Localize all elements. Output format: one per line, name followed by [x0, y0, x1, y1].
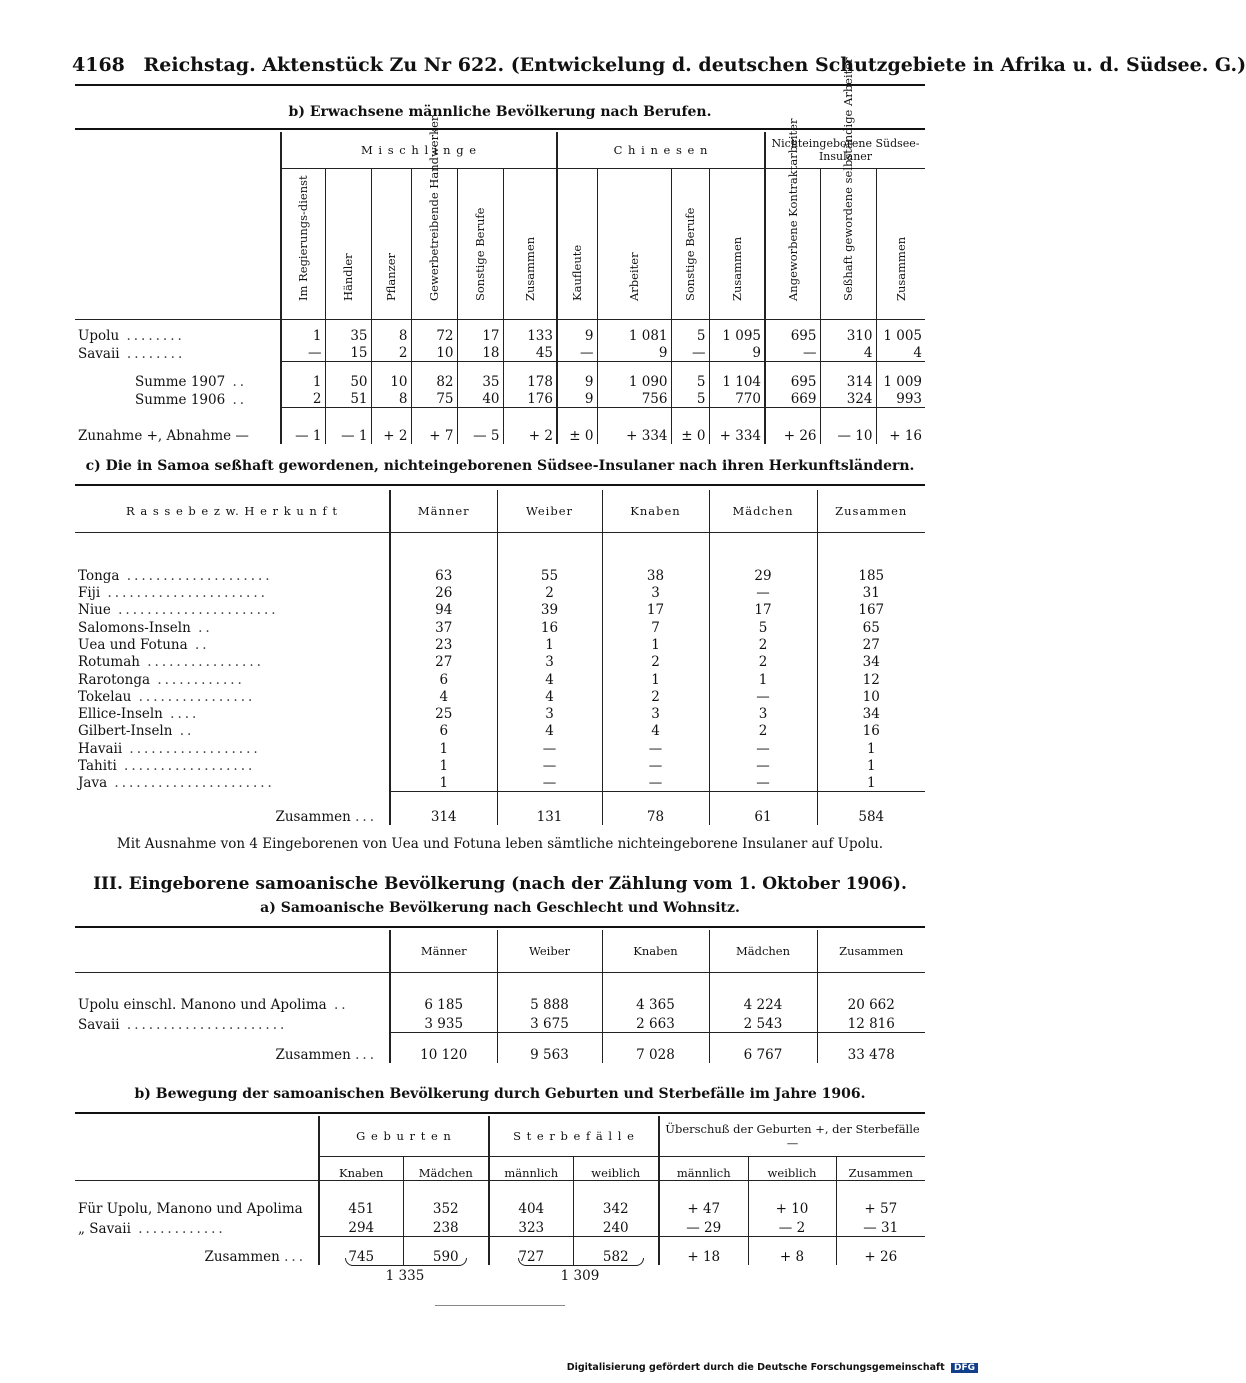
- cell: 31: [817, 584, 925, 601]
- cell: 12: [817, 670, 925, 687]
- table-row: Rotumah ................ 27 3 2 2 34: [75, 653, 925, 670]
- cell: 25: [390, 705, 497, 722]
- cell: —: [557, 344, 597, 362]
- row-label: „ Savaii: [78, 1220, 131, 1237]
- cell: + 2: [371, 408, 411, 444]
- cell: + 18: [659, 1237, 748, 1265]
- cell: + 47: [659, 1181, 748, 1217]
- brace-geburten: [345, 1258, 467, 1266]
- row-label: Für Upolu, Manono und Apolima: [78, 1200, 303, 1217]
- table-row-total: Zusammen ... 10 120 9 563 7 028 6 767 33 478: [75, 1033, 925, 1063]
- cell: 17: [602, 601, 709, 618]
- table-row: Havaii .................. 1 — — — 1: [75, 739, 925, 756]
- cell: —: [602, 739, 709, 756]
- cell: 10: [411, 344, 457, 362]
- row-label: Rarotonga: [78, 671, 151, 688]
- cell: — 31: [836, 1217, 925, 1237]
- cell: 61: [709, 791, 817, 825]
- cell: 72: [411, 320, 457, 344]
- cell: 5: [671, 362, 709, 390]
- cell: 133: [503, 320, 557, 344]
- footer-text: Digitalisierung gefördert durch die Deutsche Forschungsgemeinschaft: [566, 1362, 945, 1373]
- cell: 324: [820, 390, 876, 408]
- cell: 82: [411, 362, 457, 390]
- col-header-origin: R a s s e b e z w. H e r k u n f t: [126, 504, 338, 518]
- row-label: Upolu einschl. Manono und Apolima: [78, 996, 327, 1013]
- cell: 10 120: [390, 1033, 497, 1063]
- table-row: Salomons-Inseln .. 37 16 7 5 65: [75, 618, 925, 635]
- cell: 2: [709, 653, 817, 670]
- cell: 8: [371, 390, 411, 408]
- table-origins-body: [75, 533, 925, 792]
- cell: 4: [602, 722, 709, 739]
- table-row: Niue ...................... 94 39 17 17 167: [75, 601, 925, 618]
- cell: + 26: [765, 408, 820, 444]
- table-row: Gilbert-Inseln .. 6 4 4 2 16: [75, 722, 925, 739]
- cell: 1: [497, 636, 602, 653]
- row-label: Niue: [78, 602, 111, 619]
- cell: 131: [497, 791, 602, 825]
- cell: —: [765, 344, 820, 362]
- cell: 6: [390, 722, 497, 739]
- dfg-logo: DFG: [951, 1363, 978, 1373]
- cell: + 16: [876, 408, 925, 444]
- end-rule: [435, 1305, 565, 1306]
- cell: 1 090: [597, 362, 671, 390]
- row-label: Zusammen: [275, 1046, 351, 1063]
- cell: 55: [497, 567, 602, 584]
- cell: 2 543: [709, 1013, 817, 1033]
- table-samoan-population: [75, 930, 925, 1063]
- cell: 2: [371, 344, 411, 362]
- page-header: [72, 54, 1246, 76]
- cell: 3: [602, 705, 709, 722]
- table-row: Summe 1906 .. 2 51 8 75 40 176 9 756 5 770 669 324 993: [75, 390, 925, 408]
- cell: 3: [497, 653, 602, 670]
- table-row: Fiji ...................... 26 2 3 — 31: [75, 584, 925, 601]
- col-header: Weiber: [497, 490, 602, 533]
- group-nichteingeborene: Nichteingeborene Südsee-Insulaner: [765, 132, 925, 169]
- cell: 2: [602, 653, 709, 670]
- cell: 310: [820, 320, 876, 344]
- origins-note: Mit Ausnahme von 4 Eingeborenen von Uea und Fotuna leben sämtliche nichteingeborene Insulaner auf Upolu.: [116, 836, 884, 852]
- cell: 78: [602, 791, 709, 825]
- table-births-deaths: [75, 1116, 925, 1265]
- cell: 2 663: [602, 1013, 709, 1033]
- cell: 94: [390, 601, 497, 618]
- cell: 27: [817, 636, 925, 653]
- col-header: Knaben: [602, 930, 709, 973]
- cell: 2: [709, 636, 817, 653]
- cell: 993: [876, 390, 925, 408]
- cell: —: [709, 757, 817, 774]
- brace-sterbefaelle: [518, 1258, 644, 1266]
- table-row: Summe 1907 .. 1 50 10 82 35 178 9 1 090 5 1 104 695 314 1 009: [75, 362, 925, 390]
- cell: 1: [602, 636, 709, 653]
- cell: 1: [390, 774, 497, 791]
- cell: 6: [390, 670, 497, 687]
- cell: 10: [371, 362, 411, 390]
- cell: 16: [817, 722, 925, 739]
- cell: 314: [390, 791, 497, 825]
- cell: + 8: [748, 1237, 836, 1265]
- col-header: Zusammen: [729, 236, 744, 301]
- table-row: Tahiti .................. 1 — — — 1: [75, 757, 925, 774]
- row-label: Uea und Fotuna: [78, 636, 188, 653]
- cell: + 26: [836, 1237, 925, 1265]
- cell: — 2: [748, 1217, 836, 1237]
- cell: 695: [765, 362, 820, 390]
- cell: 2: [497, 584, 602, 601]
- cell: 1: [709, 670, 817, 687]
- cell: 35: [325, 320, 371, 344]
- table-row: Rarotonga ............ 6 4 1 1 12: [75, 670, 925, 687]
- cell: ± 0: [671, 408, 709, 444]
- col-header: Zusammen: [836, 1156, 925, 1181]
- cell: 17: [457, 320, 503, 344]
- cell: 45: [503, 344, 557, 362]
- cell: 240: [573, 1217, 659, 1237]
- table-c-caption: c) Die in Samoa seßhaft gewordenen, nichteingeborenen Südsee-Insulaner nach ihren Herkunftsländern.: [85, 458, 915, 474]
- cell: 745: [319, 1237, 403, 1265]
- cell: 23: [390, 636, 497, 653]
- cell: 167: [817, 601, 925, 618]
- cell: 756: [597, 390, 671, 408]
- cell: 314: [820, 362, 876, 390]
- table-3a-top-rule: [75, 926, 925, 928]
- col-header: Zusammen: [817, 930, 925, 973]
- col-header: Weiber: [497, 930, 602, 973]
- cell: + 2: [503, 408, 557, 444]
- cell: 35: [457, 362, 503, 390]
- cell: + 57: [836, 1181, 925, 1217]
- cell: 27: [390, 653, 497, 670]
- row-label: Tokelau: [78, 688, 132, 705]
- table-b-caption: b) Erwachsene männliche Bevölkerung nach Berufen.: [288, 104, 712, 120]
- group-ueberschuss: Überschuß der Geburten +, der Sterbefälle —: [659, 1116, 925, 1156]
- row-label: Zusammen: [204, 1248, 280, 1265]
- col-header: Mädchen: [709, 490, 817, 533]
- cell: 9: [597, 344, 671, 362]
- cell: 39: [497, 601, 602, 618]
- cell: 5: [671, 320, 709, 344]
- cell: —: [709, 739, 817, 756]
- cell: —: [602, 774, 709, 791]
- cell: 8: [371, 320, 411, 344]
- cell: 1: [817, 739, 925, 756]
- cell: 3: [497, 705, 602, 722]
- cell: 5: [671, 390, 709, 408]
- table-origins: [75, 490, 925, 825]
- cell: — 1: [281, 408, 325, 444]
- cell: 770: [709, 390, 765, 408]
- cell: — 5: [457, 408, 503, 444]
- col-header: Angeworbene Kontraktarbeiter: [785, 118, 800, 301]
- col-header: Im Regierungs-dienst: [296, 175, 311, 301]
- cell: 2: [602, 688, 709, 705]
- cell: 176: [503, 390, 557, 408]
- cell: 1 081: [597, 320, 671, 344]
- cell: 3: [602, 584, 709, 601]
- col-header: männlich: [659, 1156, 748, 1181]
- cell: 451: [319, 1181, 403, 1217]
- table-row: Ellice-Inseln .... 25 3 3 3 34: [75, 705, 925, 722]
- cell: 9: [557, 390, 597, 408]
- cell: 590: [403, 1237, 489, 1265]
- row-label: Summe 1906: [135, 391, 226, 408]
- cell: 1: [390, 739, 497, 756]
- cell: 2: [709, 722, 817, 739]
- page-number: 4168: [72, 54, 125, 76]
- cell: 17: [709, 601, 817, 618]
- cell: 294: [319, 1217, 403, 1237]
- cell: —: [497, 774, 602, 791]
- cell: 1 095: [709, 320, 765, 344]
- cell: 404: [489, 1181, 573, 1217]
- cell: 352: [403, 1181, 489, 1217]
- cell: 1 104: [709, 362, 765, 390]
- row-label: Savaii: [78, 1016, 120, 1033]
- sum-geburten: 1 335: [385, 1268, 425, 1284]
- cell: 75: [411, 390, 457, 408]
- cell: 37: [390, 618, 497, 635]
- col-header: männlich: [489, 1156, 573, 1181]
- cell: 9: [557, 362, 597, 390]
- table-occupations-body: [75, 320, 925, 444]
- cell: — 1: [325, 408, 371, 444]
- cell: 6 185: [390, 973, 497, 1013]
- cell: —: [602, 757, 709, 774]
- cell: 4: [820, 344, 876, 362]
- cell: 4: [497, 670, 602, 687]
- table-3a-caption: a) Samoanische Bevölkerung nach Geschlecht und Wohnsitz.: [260, 900, 740, 916]
- col-header: Zusammen: [893, 236, 908, 301]
- group-mischlinge: M i s c h l i n g e: [281, 132, 557, 169]
- cell: —: [671, 344, 709, 362]
- cell: 40: [457, 390, 503, 408]
- cell: 7 028: [602, 1033, 709, 1063]
- col-header: Kaufleute: [570, 244, 585, 301]
- cell: 63: [390, 567, 497, 584]
- cell: 1 009: [876, 362, 925, 390]
- col-header: Zusammen: [522, 236, 537, 301]
- row-label: Gilbert-Inseln: [78, 723, 173, 740]
- table-row: Upolu einschl. Manono und Apolima .. 6 185 5 888 4 365 4 224 20 662: [75, 973, 925, 1013]
- cell: 727: [489, 1237, 573, 1265]
- row-label: Summe 1907: [135, 373, 226, 390]
- table-row: Uea und Fotuna .. 23 1 1 2 27: [75, 636, 925, 653]
- cell: 12 816: [817, 1013, 925, 1033]
- table-row: Savaii ........ — 15 2 10 18 45 — 9 — 9 — 4 4: [75, 344, 925, 362]
- col-header: Zusammen: [817, 490, 925, 533]
- table-row: Tonga .................... 63 55 38 29 185: [75, 567, 925, 584]
- col-header: Knaben: [319, 1156, 403, 1181]
- col-header: Mädchen: [403, 1156, 489, 1181]
- table-row: [75, 1181, 925, 1217]
- table-row: Upolu ........ 1 35 8 72 17 133 9 1 081 5 1 095 695 310 1 005: [75, 320, 925, 344]
- row-label: Ellice-Inseln: [78, 706, 163, 723]
- group-chinesen: C h i n e s e n: [557, 132, 765, 169]
- cell: —: [709, 774, 817, 791]
- row-label: Zunahme +, Abnahme —: [78, 427, 249, 444]
- cell: 584: [817, 791, 925, 825]
- cell: 9: [557, 320, 597, 344]
- row-label: Salomons-Inseln: [78, 619, 191, 636]
- cell: 1: [817, 757, 925, 774]
- table-row: Tokelau ................ 4 4 2 — 10: [75, 688, 925, 705]
- table-row: „ Savaii ............ 294 238 323 240 — 29 — 2 — 31: [75, 1217, 925, 1237]
- col-header: Gewerbetreibende Handwerker: [427, 115, 441, 301]
- cell: 5 888: [497, 973, 602, 1013]
- cell: 34: [817, 653, 925, 670]
- cell: + 334: [709, 408, 765, 444]
- col-header: Männer: [390, 490, 497, 533]
- cell: 15: [325, 344, 371, 362]
- col-header: weiblich: [748, 1156, 836, 1181]
- cell: 1: [281, 362, 325, 390]
- col-header: weiblich: [573, 1156, 659, 1181]
- cell: ± 0: [557, 408, 597, 444]
- cell: —: [281, 344, 325, 362]
- cell: 3: [709, 705, 817, 722]
- cell: 669: [765, 390, 820, 408]
- cell: 4: [876, 344, 925, 362]
- cell: 5: [709, 618, 817, 635]
- header-rule: [75, 84, 925, 86]
- page-header-title: Reichstag. Aktenstück Zu Nr 622. (Entwickelung d. deutschen Schutzgebiete in Afrika u. d. Südsee. G.): [143, 54, 1246, 76]
- cell: 9 563: [497, 1033, 602, 1063]
- cell: 50: [325, 362, 371, 390]
- cell: 4: [497, 688, 602, 705]
- cell: 4 224: [709, 973, 817, 1013]
- cell: 3 675: [497, 1013, 602, 1033]
- row-label: Zusammen: [275, 809, 351, 826]
- table-3b-caption: b) Bewegung der samoanischen Bevölkerung durch Geburten und Sterbefälle im Jahre 1906.: [134, 1086, 866, 1102]
- col-header: Sonstige Berufe: [683, 207, 697, 301]
- cell: 18: [457, 344, 503, 362]
- cell: 20 662: [817, 973, 925, 1013]
- cell: —: [497, 757, 602, 774]
- col-header: Händler: [341, 253, 355, 301]
- cell: — 29: [659, 1217, 748, 1237]
- cell: —: [709, 688, 817, 705]
- cell: 65: [817, 618, 925, 635]
- cell: + 334: [597, 408, 671, 444]
- cell: 1 005: [876, 320, 925, 344]
- cell: + 7: [411, 408, 457, 444]
- row-label: Havaii: [78, 740, 123, 757]
- cell: 4 365: [602, 973, 709, 1013]
- cell: 323: [489, 1217, 573, 1237]
- cell: —: [709, 584, 817, 601]
- table-row: [75, 408, 925, 444]
- row-label: Upolu: [78, 327, 120, 344]
- cell: 38: [602, 567, 709, 584]
- cell: 695: [765, 320, 820, 344]
- cell: 6 767: [709, 1033, 817, 1063]
- cell: 29: [709, 567, 817, 584]
- digitization-footer: [567, 1362, 978, 1373]
- col-header: Seßhaft gewordene selbständige Arbeiter: [841, 57, 855, 301]
- cell: 10: [817, 688, 925, 705]
- table-births-deaths-body: [75, 1181, 925, 1237]
- cell: 33 478: [817, 1033, 925, 1063]
- table-row: Java ...................... 1 — — — 1: [75, 774, 925, 791]
- cell: 7: [602, 618, 709, 635]
- row-label: Fiji: [78, 585, 101, 602]
- cell: 1: [390, 757, 497, 774]
- cell: 3 935: [390, 1013, 497, 1033]
- cell: 238: [403, 1217, 489, 1237]
- cell: 1: [281, 320, 325, 344]
- row-label: Tonga: [78, 567, 120, 584]
- table-row: Savaii ...................... 3 935 3 675 2 663 2 543 12 816: [75, 1013, 925, 1033]
- col-header: Arbeiter: [627, 252, 641, 301]
- cell: 178: [503, 362, 557, 390]
- col-header: Sonstige Berufe: [473, 207, 487, 301]
- sum-sterbefaelle: 1 309: [560, 1268, 600, 1284]
- section-3-heading: III. Eingeborene samoanische Bevölkerung (nach der Zählung vom 1. Oktober 1906).: [93, 874, 907, 894]
- cell: + 10: [748, 1181, 836, 1217]
- table-row-total: Zusammen ... 314 131 78 61 584: [75, 791, 925, 825]
- table-samoan-population-body: [75, 973, 925, 1033]
- row-label: Rotumah: [78, 654, 140, 671]
- row-label: Java: [78, 775, 108, 792]
- group-sterbefaelle: S t e r b e f ä l l e: [489, 1116, 659, 1156]
- cell: — 10: [820, 408, 876, 444]
- col-header: Männer: [390, 930, 497, 973]
- cell: 4: [390, 688, 497, 705]
- group-geburten: G e b u r t e n: [319, 1116, 489, 1156]
- col-header: Knaben: [602, 490, 709, 533]
- cell: 51: [325, 390, 371, 408]
- cell: 34: [817, 705, 925, 722]
- row-label: Savaii: [78, 345, 120, 362]
- cell: 185: [817, 567, 925, 584]
- col-header: Mädchen: [709, 930, 817, 973]
- table-3b-top-rule: [75, 1112, 925, 1114]
- table-c-top-rule: [75, 484, 925, 486]
- cell: 1: [817, 774, 925, 791]
- cell: 4: [497, 722, 602, 739]
- cell: 342: [573, 1181, 659, 1217]
- cell: 582: [573, 1237, 659, 1265]
- col-header: Pflanzer: [384, 252, 398, 301]
- cell: 1: [602, 670, 709, 687]
- cell: 9: [709, 344, 765, 362]
- cell: 26: [390, 584, 497, 601]
- cell: 2: [281, 390, 325, 408]
- cell: 16: [497, 618, 602, 635]
- table-row-total: Zusammen ... 745 590 727 582 + 18 + 8 + 26: [75, 1237, 925, 1265]
- cell: —: [497, 739, 602, 756]
- row-label: Tahiti: [78, 758, 117, 775]
